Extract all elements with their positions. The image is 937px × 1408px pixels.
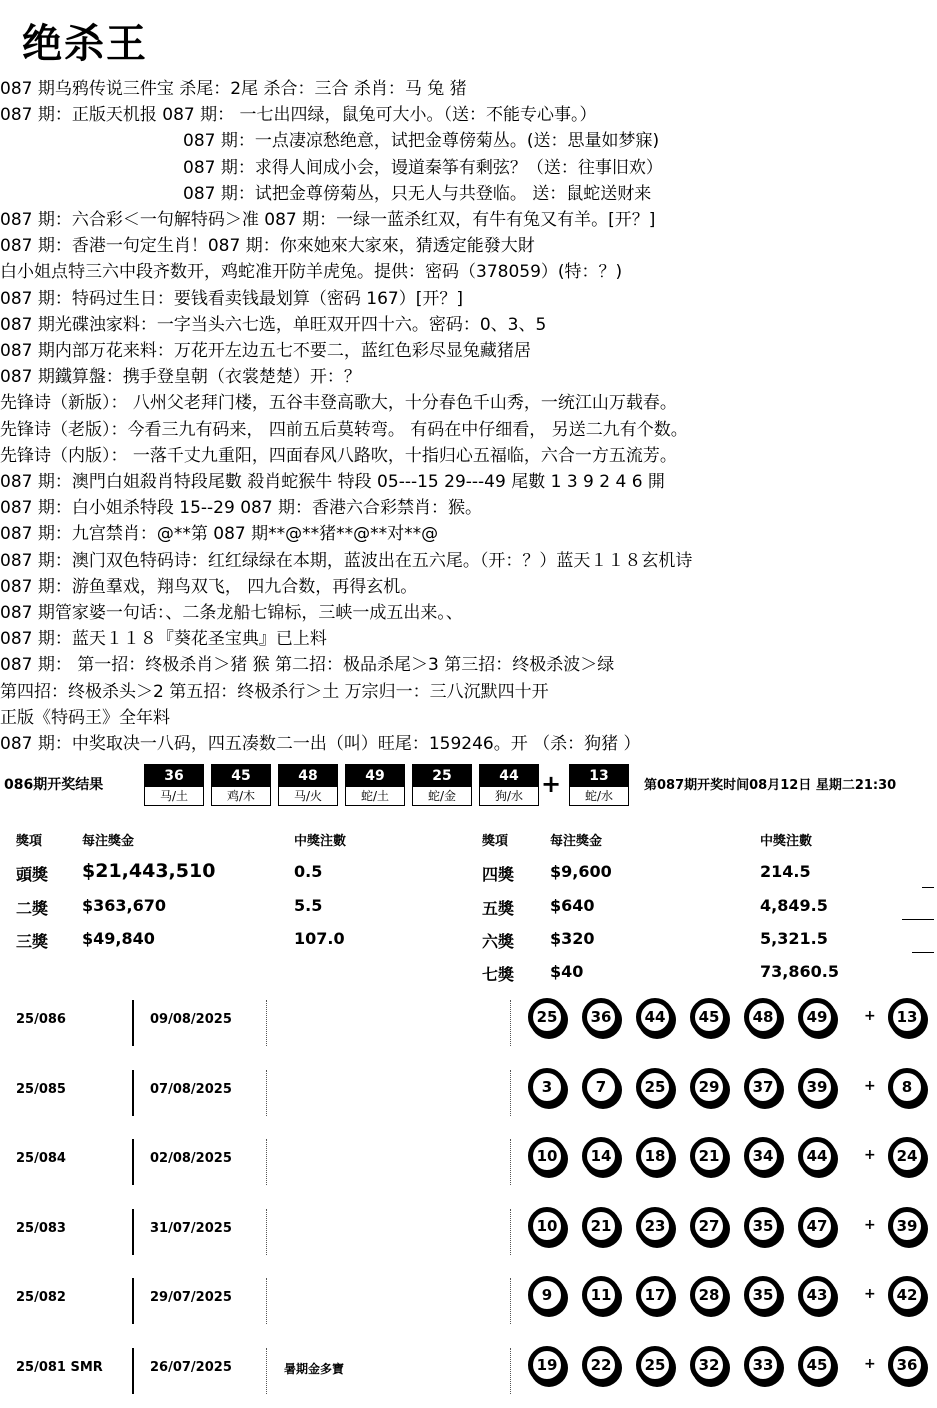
history-ball: 49	[798, 998, 836, 1036]
history-issue: 25/083	[16, 1220, 66, 1236]
draw-ball	[144, 764, 204, 806]
history-note: 暑期金多寶	[284, 1362, 345, 1376]
history-ball: 45	[798, 1346, 836, 1384]
divider	[922, 887, 934, 888]
history-row	[0, 1205, 937, 1269]
history-ball: 25	[528, 998, 566, 1036]
history-date: 31/07/2025	[150, 1220, 232, 1236]
divider	[132, 1139, 134, 1185]
prize-header: 中獎注數	[760, 834, 813, 849]
prediction-line: 087 期：一点凄凉愁绝意，试把金尊傍菊丛。(送：思量如梦寐)	[183, 131, 660, 152]
prediction-line: 087 期：澳門白姐殺肖特段尾數 殺肖蛇猴牛 特段 05---15 29---49 尾數 1 3 9 2 4 6 開	[0, 472, 665, 492]
draw-ball-number: 49	[346, 765, 404, 787]
history-list	[0, 992, 937, 1388]
draw-ball-zodiac: 蛇/土	[360, 789, 390, 803]
divider	[266, 1000, 267, 1046]
prize-amount: $363,670	[82, 896, 167, 915]
draw-ball-zodiac: 鸡/木	[226, 789, 256, 803]
history-special-ball: 24	[888, 1137, 926, 1175]
history-special-ball: 13	[888, 998, 926, 1036]
prediction-line: 087 期内部万花来料：万花开左边五七不要二，蓝红色彩尽显兔藏猪居	[0, 341, 531, 361]
prize-amount: $320	[550, 929, 595, 948]
plus-sign: +	[541, 770, 562, 798]
divider	[510, 1070, 511, 1116]
history-ball: 32	[690, 1346, 728, 1384]
prize-amount: $9,600	[550, 862, 612, 881]
prediction-line: 先锋诗（新版）： 八州父老拜门楼，五谷丰登高歌大，十分春色千山秀，一统江山万载春。	[0, 393, 677, 414]
plus-sign: +	[864, 1147, 876, 1164]
history-ball: 48	[744, 998, 782, 1036]
prize-amount: $40	[550, 962, 584, 981]
history-ball: 33	[744, 1346, 782, 1384]
prediction-line: 087 期：求得人间成小会，谩道秦筝有剩弦？（送：往事旧欢）	[183, 157, 663, 178]
page-title: 绝杀王	[22, 20, 148, 67]
draw-ball	[412, 764, 472, 806]
history-ball: 18	[636, 1137, 674, 1175]
prize-name: 頭獎	[16, 865, 49, 884]
prize-header: 每注獎金	[550, 834, 603, 849]
draw-ball-number: 45	[212, 765, 270, 787]
divider	[510, 1000, 511, 1046]
divider	[266, 1139, 267, 1185]
plus-sign: +	[864, 1008, 876, 1024]
history-ball: 37	[744, 1068, 782, 1106]
history-issue: 25/086	[16, 1012, 66, 1027]
prediction-line: 087 期：游鱼羣戏，翔鸟双飞， 四九合数，再得玄机。	[0, 576, 418, 597]
divider	[510, 1139, 511, 1185]
history-ball: 11	[582, 1276, 620, 1314]
prize-amount: $21,443,510	[82, 860, 216, 882]
history-ball: 44	[636, 998, 674, 1036]
prediction-line: 087 期乌鸦传说三件宝 杀尾：2尾 杀合：三合 杀肖：马 兔 猪	[0, 79, 467, 99]
history-date: 02/08/2025	[150, 1151, 232, 1167]
history-ball: 19	[528, 1346, 566, 1384]
prediction-line: 白小姐点特三六中段齐数开，鸡蛇准开防羊虎兔。提供：密码（378059）(特：？)	[0, 262, 623, 283]
divider	[132, 1278, 134, 1324]
history-special-ball: 8	[888, 1068, 926, 1106]
prize-name: 七獎	[482, 965, 515, 984]
next-draw-time: 第087期开奖时间08月12日 星期二21:30	[644, 778, 897, 793]
history-row	[0, 1344, 937, 1408]
prize-amount: $640	[550, 896, 595, 915]
prediction-line: 087 期光碟浊家料：一字当头六七选，单旺双开四十六。密码：0、3、5	[0, 314, 547, 335]
prize-name: 五獎	[482, 899, 515, 918]
history-issue: 25/081 SMR	[16, 1360, 103, 1375]
draw-ball-zodiac: 马/火	[293, 789, 323, 803]
history-row	[0, 996, 937, 1060]
prediction-line: 087 期：六合彩＜一句解特码＞准 087 期：一绿一蓝杀红双，有牛有兔又有羊。[开？]	[0, 210, 656, 230]
prediction-line: 087 期：特码过生日：要钱看卖钱最划算（密码 167）[开？]	[0, 288, 463, 309]
prize-count: 4,849.5	[760, 896, 828, 915]
history-ball: 44	[798, 1137, 836, 1175]
prize-count: 73,860.5	[760, 962, 839, 981]
prediction-line: 087 期：试把金尊傍菊丛，只无人与共登临。 送：鼠蛇送财来	[183, 183, 652, 204]
history-date: 07/08/2025	[150, 1081, 232, 1097]
divider	[132, 1070, 134, 1116]
history-special-ball: 39	[888, 1207, 926, 1245]
history-row	[0, 1135, 937, 1199]
history-date: 29/07/2025	[150, 1290, 232, 1306]
history-ball: 21	[582, 1207, 620, 1245]
history-date: 09/08/2025	[150, 1012, 232, 1027]
prediction-line: 先锋诗（内版）： 一落千丈九重阳，四面春风八路吹，十指归心五福临，六合一方五流芳。	[0, 445, 677, 466]
history-row	[0, 1066, 937, 1130]
plus-sign: +	[864, 1077, 876, 1094]
divider	[132, 1348, 134, 1394]
history-date: 26/07/2025	[150, 1360, 232, 1375]
history-issue: 25/085	[16, 1081, 66, 1097]
prediction-line: 087 期管家婆一句话：、二条龙船七锦标，三峡一成五出来。、	[0, 603, 463, 623]
history-ball: 28	[690, 1276, 728, 1314]
history-ball: 27	[690, 1207, 728, 1245]
prediction-line: 087 期： 第一招：终极杀肖＞猪 猴 第二招：极品杀尾＞3 第三招：终极杀波＞绿	[0, 655, 615, 676]
plus-sign: +	[864, 1286, 876, 1303]
divider	[266, 1070, 267, 1116]
prize-count: 107.0	[294, 929, 345, 948]
draw-ball	[479, 764, 539, 806]
history-ball: 9	[528, 1276, 566, 1314]
history-row	[0, 1274, 937, 1338]
draw-ball	[345, 764, 405, 806]
divider	[912, 952, 934, 953]
prize-name: 四獎	[482, 865, 515, 884]
history-ball: 25	[636, 1346, 674, 1384]
history-ball: 35	[744, 1207, 782, 1245]
prize-header: 每注獎金	[82, 834, 135, 849]
divider	[266, 1278, 267, 1324]
draw-ball-number: 13	[570, 765, 628, 787]
prediction-line: 087 期鐵算盤：携手登皇朝（衣裳楚楚）开：？	[0, 367, 361, 388]
history-issue: 25/082	[16, 1290, 66, 1306]
plus-sign: +	[864, 1356, 876, 1372]
divider	[510, 1278, 511, 1324]
prize-count: 214.5	[760, 862, 811, 881]
prediction-line: 先锋诗（老版）：今看三九有码来， 四前五后莫转弯。 有码在中仔细看， 另送二九有个数。	[0, 419, 688, 440]
history-ball: 22	[582, 1346, 620, 1384]
divider	[266, 1348, 267, 1394]
divider	[266, 1209, 267, 1255]
prediction-line: 第四招：终极杀头＞2 第五招：终极杀行＞土 万宗归一：三八沉默四十开	[0, 681, 549, 702]
draw-ball-number: 48	[279, 765, 337, 787]
history-special-ball: 36	[888, 1346, 926, 1384]
history-ball: 14	[582, 1137, 620, 1175]
history-ball: 3	[528, 1068, 566, 1106]
prize-header: 中獎注數	[294, 834, 347, 849]
history-ball: 34	[744, 1137, 782, 1175]
history-ball: 23	[636, 1207, 674, 1245]
prize-name: 六獎	[482, 932, 515, 951]
divider	[132, 1209, 134, 1255]
history-ball: 36	[582, 998, 620, 1036]
history-special-ball: 42	[888, 1276, 926, 1314]
prize-header: 獎項	[16, 834, 43, 849]
prize-amount: $49,840	[82, 929, 155, 948]
divider	[510, 1348, 511, 1394]
draw-ball	[278, 764, 338, 806]
draw-ball-number: 36	[145, 765, 203, 787]
draw-ball-number: 44	[480, 765, 538, 787]
prediction-line: 087 期：正版天机报 087 期： 一七出四绿，鼠兔可大小。（送：不能专心事。）	[0, 105, 597, 126]
draw-ball-zodiac: 蛇/水	[584, 789, 614, 803]
history-ball: 10	[528, 1137, 566, 1175]
prediction-line: 087 期：澳门双色特码诗：红红绿绿在本期，蓝波出在五六尾。（开：？）蓝天１１８玄机诗	[0, 550, 693, 571]
prize-count: 0.5	[294, 862, 323, 881]
prediction-line: 087 期：白小姐杀特段 15--29 087 期：香港六合彩禁肖：猴。	[0, 498, 483, 519]
prize-name: 二獎	[16, 899, 49, 918]
history-ball: 43	[798, 1276, 836, 1314]
history-ball: 39	[798, 1068, 836, 1106]
draw-ball-zodiac: 马/土	[159, 789, 189, 803]
prediction-line: 087 期：蓝天１１８『葵花圣宝典』已上料	[0, 629, 327, 650]
prediction-line: 正版《特码王》全年料	[0, 707, 170, 728]
prize-name: 三獎	[16, 932, 49, 951]
history-ball: 45	[690, 998, 728, 1036]
history-ball: 25	[636, 1068, 674, 1106]
divider	[510, 1209, 511, 1255]
draw-ball-zodiac: 狗/水	[494, 789, 524, 803]
draw-ball-zodiac: 蛇/金	[427, 789, 457, 803]
prediction-line: 087 期：香港一句定生肖！087 期：你來她來大家來，猜透定能發大財	[0, 236, 535, 257]
history-ball: 21	[690, 1137, 728, 1175]
history-ball: 47	[798, 1207, 836, 1245]
history-ball: 17	[636, 1276, 674, 1314]
prediction-line: 087 期：九宫禁肖：@**第 087 期**@**猪**@**对**@	[0, 524, 439, 545]
history-ball: 7	[582, 1068, 620, 1106]
prize-table	[0, 822, 937, 992]
divider	[132, 1000, 134, 1046]
draw-ball-number: 25	[413, 765, 471, 787]
prize-count: 5.5	[294, 896, 323, 915]
draw-results-bar	[0, 762, 937, 808]
history-ball: 10	[528, 1207, 566, 1245]
prize-count: 5,321.5	[760, 929, 828, 948]
divider	[902, 919, 934, 920]
draw-label: 086期开奖结果	[4, 777, 104, 793]
prize-header: 獎項	[482, 834, 509, 849]
prediction-line: 087 期：中奖取决一八码，四五凑数二一出（叫）旺尾：159246。开 （杀：狗猪 ）	[0, 734, 641, 754]
draw-special-ball	[569, 764, 629, 806]
draw-ball	[211, 764, 271, 806]
plus-sign: +	[864, 1216, 876, 1233]
history-issue: 25/084	[16, 1151, 66, 1167]
history-ball: 29	[690, 1068, 728, 1106]
history-ball: 35	[744, 1276, 782, 1314]
